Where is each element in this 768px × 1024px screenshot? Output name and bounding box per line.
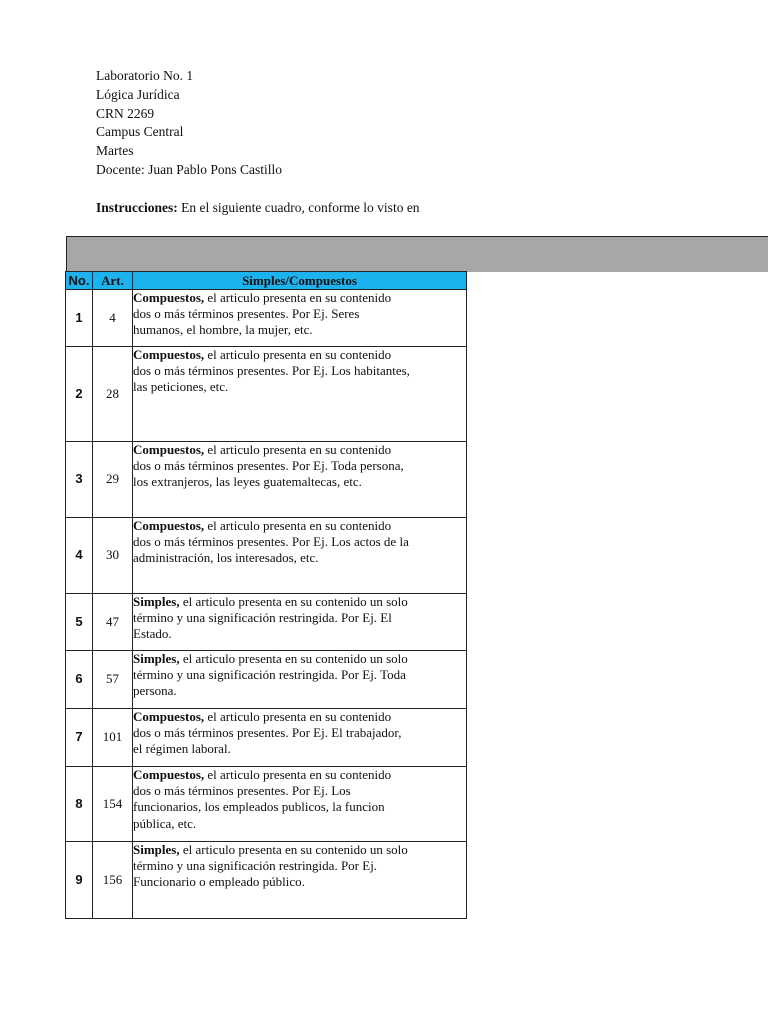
row-number: 5 xyxy=(66,594,93,651)
row-number: 3 xyxy=(66,442,93,518)
description-text: el articulo presenta en su contenido xyxy=(204,518,392,533)
description-text: el articulo presenta en su contenido un solo xyxy=(179,651,408,666)
article-number: 28 xyxy=(93,347,133,442)
classification-kind: Compuestos, xyxy=(133,290,205,305)
description-line: dos o más términos presentes. Por Ej. El trabajador, xyxy=(133,725,402,741)
description-line xyxy=(133,290,466,306)
table-row xyxy=(66,594,467,651)
description-line: Estado. xyxy=(133,626,172,642)
description-line: dos o más términos presentes. Por Ej. Los xyxy=(133,783,351,799)
header-day: Martes xyxy=(96,143,134,159)
row-number: 4 xyxy=(66,518,93,594)
classification-kind: Compuestos, xyxy=(133,442,205,457)
description-line: las peticiones, etc. xyxy=(133,379,229,395)
description-line: Funcionario o empleado público. xyxy=(133,874,305,890)
article-number: 47 xyxy=(93,594,133,651)
description-text: el articulo presenta en su contenido un solo xyxy=(179,594,408,609)
description-line: el régimen laboral. xyxy=(133,741,231,757)
description-text: el articulo presenta en su contenido un solo xyxy=(179,842,408,857)
row-number: 2 xyxy=(66,347,93,442)
table-row xyxy=(66,442,467,518)
instructions-text: En el siguiente cuadro, conforme lo visto en xyxy=(177,200,420,215)
description-line xyxy=(133,518,466,534)
description-line xyxy=(133,442,466,458)
document-header xyxy=(96,67,282,180)
classification-description xyxy=(133,347,467,442)
classification-description xyxy=(133,842,467,919)
description-line: pública, etc. xyxy=(133,815,197,831)
classification-kind: Compuestos, xyxy=(133,709,205,724)
articles-table xyxy=(65,271,467,919)
description-line: funcionarios, los empleados publicos, la funcion xyxy=(133,799,385,815)
description-line: término y una significación restringida. Por Ej. Toda xyxy=(133,667,406,683)
header-campus: Campus Central xyxy=(96,124,184,140)
classification-description xyxy=(133,651,467,709)
classification-kind: Compuestos, xyxy=(133,347,205,362)
table-header-row xyxy=(66,272,467,290)
description-line: humanos, el hombre, la mujer, etc. xyxy=(133,322,313,338)
description-line: dos o más términos presentes. Por Ej. Seres xyxy=(133,306,360,322)
table-row xyxy=(66,767,467,842)
description-line xyxy=(133,842,466,858)
instructions xyxy=(96,199,466,217)
column-header-art: Art. xyxy=(93,272,133,290)
description-text: el articulo presenta en su contenido xyxy=(204,767,392,782)
instructions-label: Instrucciones: xyxy=(96,200,178,215)
classification-kind: Compuestos, xyxy=(133,767,205,782)
column-header-simples-compuestos: Simples/Compuestos xyxy=(133,272,467,290)
table-row xyxy=(66,651,467,709)
classification-description xyxy=(133,290,467,347)
classification-kind: Simples, xyxy=(133,594,180,609)
description-line xyxy=(133,651,466,667)
description-text: el articulo presenta en su contenido xyxy=(204,347,392,362)
article-number: 154 xyxy=(93,767,133,842)
description-line: término y una significación restringida. Por Ej. xyxy=(133,858,378,874)
table-title-band xyxy=(66,236,768,272)
classification-kind: Simples, xyxy=(133,651,180,666)
description-line: dos o más términos presentes. Por Ej. Los actos de la xyxy=(133,534,409,550)
article-number: 30 xyxy=(93,518,133,594)
description-line: persona. xyxy=(133,683,177,699)
header-teacher: Docente: Juan Pablo Pons Castillo xyxy=(96,161,282,177)
table-row xyxy=(66,347,467,442)
description-text: el articulo presenta en su contenido xyxy=(204,442,392,457)
row-number: 9 xyxy=(66,842,93,919)
article-number: 4 xyxy=(93,290,133,347)
row-number: 7 xyxy=(66,709,93,767)
table-row xyxy=(66,842,467,919)
classification-kind: Simples, xyxy=(133,842,180,857)
description-text: el articulo presenta en su contenido xyxy=(204,290,392,305)
row-number: 6 xyxy=(66,651,93,709)
description-line xyxy=(133,594,466,610)
header-course: Lógica Jurídica xyxy=(96,86,180,102)
header-crn: CRN 2269 xyxy=(96,105,155,121)
description-line: término y una significación restringida. Por Ej. El xyxy=(133,610,392,626)
header-lab-title: Laboratorio No. 1 xyxy=(96,68,194,83)
description-line: administración, los interesados, etc. xyxy=(133,550,319,566)
description-line: dos o más términos presentes. Por Ej. Los habitantes, xyxy=(133,363,410,379)
column-header-no: No. xyxy=(66,272,93,290)
description-text: el articulo presenta en su contenido xyxy=(204,709,392,724)
classification-description xyxy=(133,518,467,594)
description-line: los extranjeros, las leyes guatemaltecas, etc. xyxy=(133,474,362,490)
classification-description xyxy=(133,442,467,518)
article-number: 156 xyxy=(93,842,133,919)
article-number: 101 xyxy=(93,709,133,767)
description-line xyxy=(133,709,466,725)
table-row xyxy=(66,518,467,594)
classification-description xyxy=(133,767,467,842)
row-number: 1 xyxy=(66,290,93,347)
description-line: dos o más términos presentes. Por Ej. Toda persona, xyxy=(133,458,404,474)
classification-kind: Compuestos, xyxy=(133,518,205,533)
description-line xyxy=(133,347,466,363)
article-number: 57 xyxy=(93,651,133,709)
classification-description xyxy=(133,594,467,651)
table-row xyxy=(66,709,467,767)
article-number: 29 xyxy=(93,442,133,518)
classification-description xyxy=(133,709,467,767)
description-line xyxy=(133,767,466,783)
row-number: 8 xyxy=(66,767,93,842)
table-row xyxy=(66,290,467,347)
